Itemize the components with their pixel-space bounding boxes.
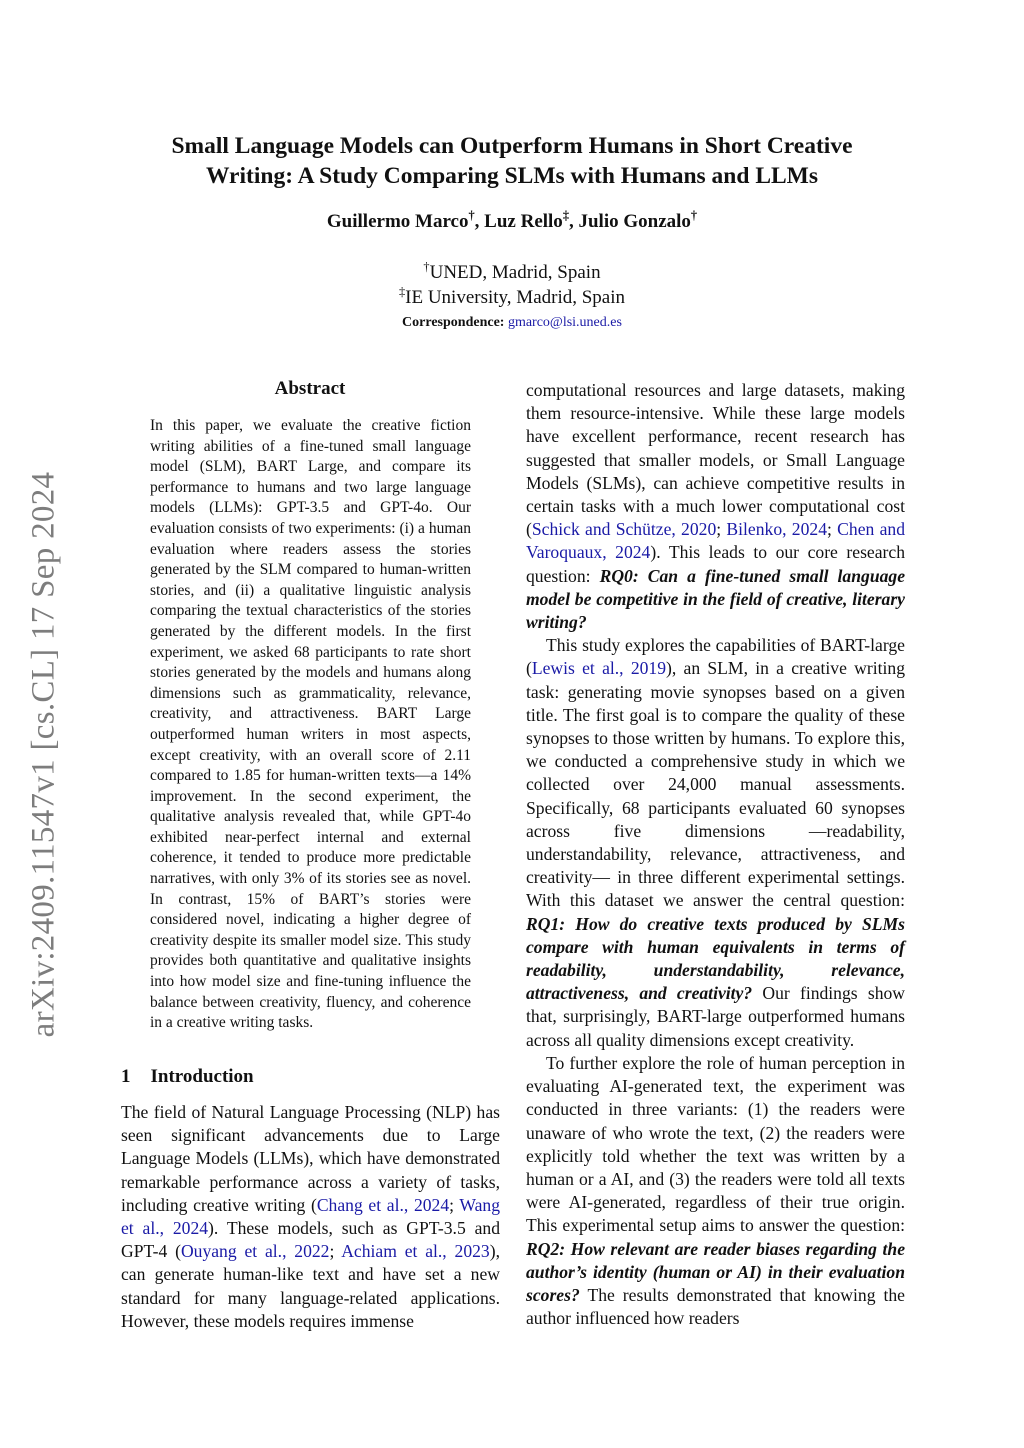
section-heading-introduction [121,1066,254,1088]
citation-link[interactable]: Ouyang et al., 2022 [180,1241,330,1262]
research-question-rq0: RQ0: Can a fine-tuned small language model be competitive in the field of creative, literary writing? [526,565,906,633]
affiliation-mark: † [468,208,475,223]
paper-title [112,131,912,191]
author-list [112,208,912,233]
author-name: Julio Gonzalo [578,211,691,232]
title-line-2: Writing: A Study Comparing SLMs with Humans and LLMs [205,163,818,189]
arxiv-sidebar [16,448,72,1060]
affiliation-uned [112,259,912,284]
citation-link[interactable]: Wang et al., 2024 [121,1194,500,1239]
section-number: 1 [121,1066,131,1087]
affiliation-mark: † [690,208,698,223]
citation-link[interactable]: Lewis et al., 2019 [531,658,667,679]
citation-link[interactable]: Achiam et al., 2023 [341,1241,490,1262]
intro-paragraph-1 [121,1101,500,1333]
paragraph-text: ), an SLM, in a creative writing task: generating movie synopses based on a given title. The first goal is to compare the quality of these synopses to those written by humans. To explore this, we conducted a comprehensive study in which we collected over 24,000 manual assessments. Specifically, 68 participants evaluated 60 synopses across five dimensions —readability, understandability, relevance, attractiveness, and creativity— in three different experimental settings. With this dataset we answer the central question: [526,658,905,911]
section-title: Introduction [150,1066,254,1087]
author-name: Luz Rello [484,211,563,232]
author-separator: , [474,211,485,232]
paragraph-text: This study explores the capabilities of BART-large ( [526,635,905,679]
right-column [526,379,905,1330]
intro-paragraph-1-continued [526,379,905,634]
citation-sep: ; [329,1241,342,1262]
citation-link[interactable]: Chang et al., 2024 [316,1194,450,1215]
affiliation-text: UNED, Madrid, Spain [429,262,601,283]
paragraph-text: ). This leads to our core research question: [526,542,905,586]
abstract-heading: Abstract [274,378,346,399]
arxiv-identifier: arXiv:2409.11547v1 [cs.CL] 17 Sep 2024 [25,471,62,1037]
citation-link[interactable]: Schick and Schütze, 2020 [531,519,717,540]
intro-paragraph-2 [526,634,905,1052]
affiliation-ie [112,284,912,309]
paragraph-text: ), can generate human-like text and have set a new standard for many language-related applications. However, these models requires immense [121,1241,500,1331]
citation-sep: ; [449,1194,460,1215]
paragraph-text: computational resources and large datasets, making them resource-intensive. While these large models have excellent performance, recent research has suggested that smaller models, or Small Language Models (SLMs), can achieve competitive results in certain tasks with a much lower computational cost ( [526,380,905,540]
correspondence-email-link[interactable]: gmarco@lsi.uned.es [507,315,622,330]
intro-paragraph-3 [526,1052,905,1330]
intro-left-column [121,1101,500,1333]
affiliation-mark: ‡ [398,284,406,299]
research-question-rq2: RQ2: How relevant are reader biases regarding the author’s identity (human or AI) in their evaluation scores? [526,1238,905,1305]
correspondence [112,315,912,331]
paragraph-text: The field of Natural Language Processing (NLP) has seen significant advancements due to Large Language Models (LLMs), which have demonstrated remarkable performance across a variety of tasks, including creative writing ( [121,1102,500,1215]
affiliation-text: IE University, Madrid, Spain [405,287,626,308]
author-name: Guillermo Marco [326,211,469,232]
citation-sep: ; [827,519,838,540]
affiliation-mark: † [423,259,430,274]
citation-sep: ; [716,519,727,540]
author-separator: , [568,211,579,232]
correspondence-label: Correspondence: [402,315,505,330]
citation-link[interactable]: Chen and Varoquaux, 2024 [526,519,905,563]
abstract-body: In this paper, we evaluate the creative fiction writing abilities of a fine-tuned small language model (SLM), BART Large, and compare its performance to humans and two large language models (LLMs): GPT-3.5 and GPT-4o. Our evaluation consists of two experiments: (i) a human evaluation where readers assess the stories generated by the SLM compared to human-written stories, and (ii) a qualitative linguistic analysis comparing the textual characteristics of the stories generated by the different models. In the first experiment, we asked 68 participants to rate short stories generated by the models and humans along dimensions such as grammaticality, relevance, creativity, and attractiveness. BART Large outperformed human writers in most aspects, except creativity, with an overall score of 2.11 compared to 1.85 for human-written texts—a 14% improvement. In the second experiment, the qualitative analysis revealed that, while GPT-4o exhibited near-perfect internal and external coherence, it tended to produce more predictable narratives, with only 3% of its stories see as novel. In contrast, 15% of BART’s stories were considered novel, indicating a higher degree of creativity despite its smaller model size. This study provides both quantitative and qualitative insights into how model size and fine-tuning influence the balance between creativity, fluency, and coherence in a creative writing tasks. [150,417,471,1032]
title-line-1: Small Language Models can Outperform Humans in Short Creative [171,133,853,159]
paragraph-text: Our findings show that, surprisingly, BART-large outperformed humans across all quality dimensions except creativity. [526,983,905,1050]
paragraph-text: To further explore the role of human perception in evaluating AI-generated text, the experiment was conducted in three variants: (1) the readers were unaware of who wrote the text, (2) the readers were explicitly told whether the text was written by a human or a AI, and (3) the readers were told all texts were AI-generated, regardless of their true origin. This experimental setup aims to answer the question: [526,1052,905,1236]
research-question-rq1: RQ1: How do creative texts produced by SLMs compare with human equivalents in terms of readability, understandability, relevance, attractiveness, and creativity? [526,913,905,1004]
paragraph-text: ). These models, such as GPT-3.5 and GPT-4 ( [121,1218,500,1262]
affiliation-mark: ‡ [562,208,569,223]
paragraph-text: The results demonstrated that knowing the author influenced how readers [526,1284,905,1329]
citation-link[interactable]: Bilenko, 2024 [726,519,827,540]
